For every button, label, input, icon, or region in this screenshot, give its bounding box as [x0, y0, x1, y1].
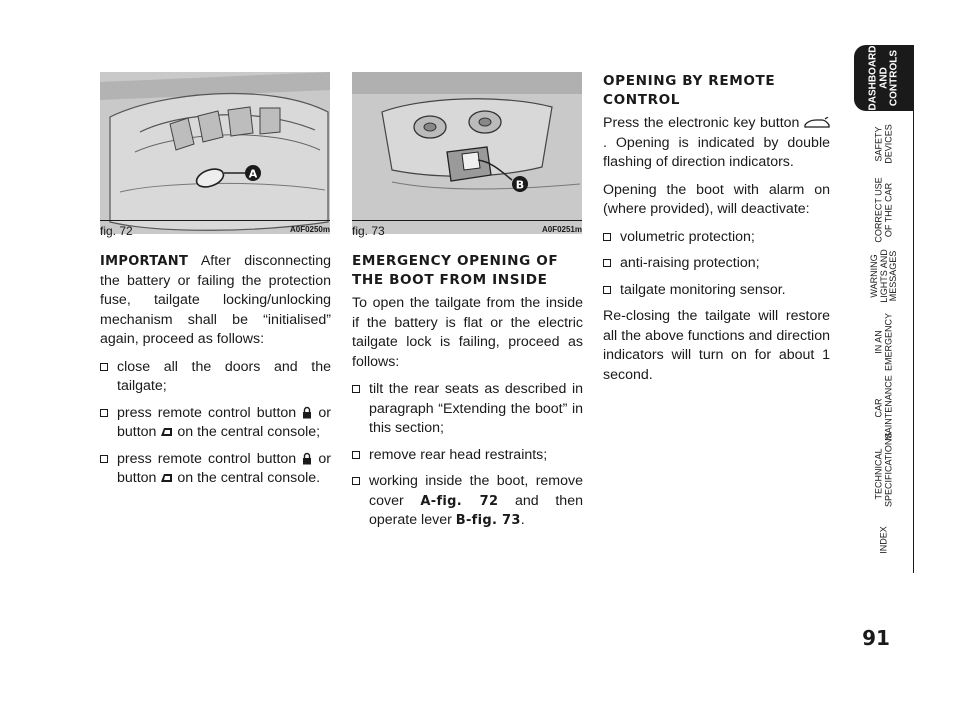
list-item-text: or button: [117, 404, 332, 440]
checkbox-bullet-icon: [603, 233, 611, 241]
list-item-text: .: [520, 512, 525, 528]
tailgate-lever-illustration: [352, 72, 582, 234]
paragraph: Re-closing the tailgate will restore all the above functions and direction indicators will turn on for about 1 second.: [603, 308, 830, 383]
figure-reference: A-fig. 72: [420, 493, 499, 509]
list-item-text: and then operate lever: [369, 492, 583, 528]
list-item-text: working inside the boot, remove cover: [369, 473, 583, 509]
section-heading: OPENING BY REMOTE CONTROL: [603, 73, 776, 108]
checkbox-bullet-icon: [100, 363, 108, 371]
figure-72-caption: [100, 220, 330, 241]
tab-car-maintenance[interactable]: [854, 375, 914, 441]
list-item-text: remove rear head restraints;: [369, 446, 548, 463]
checkbox-bullet-icon: [352, 477, 360, 485]
tab-warning-lights[interactable]: [854, 243, 914, 309]
car-key-icon: [804, 117, 830, 129]
important-label: IMPORTANT: [100, 254, 189, 269]
list-item: [352, 472, 583, 531]
tab-label: SAFETY DEVICES: [873, 124, 893, 164]
paragraph: [603, 114, 830, 173]
checkbox-bullet-icon: [603, 286, 611, 294]
tab-technical-specifications[interactable]: [854, 432, 914, 507]
list-item-text: or button: [117, 450, 332, 486]
list-item-text: press remote control button: [117, 404, 297, 421]
checkbox-bullet-icon: [603, 259, 611, 267]
paragraph: Opening the boot with alarm on (where provided), will deactivate:: [603, 181, 830, 217]
padlock-icon: [302, 452, 312, 465]
checkbox-bullet-icon: [100, 455, 108, 463]
tailgate-icon: [160, 426, 173, 438]
tab-safety-devices[interactable]: [854, 111, 914, 177]
section-heading: EMERGENCY OPENING OF THE BOOT FROM INSIDE: [352, 253, 559, 288]
figure-code: A0F0251m: [541, 225, 582, 234]
figure-72-image: [100, 72, 330, 234]
column-2: [352, 252, 583, 538]
tab-label: WARNING LIGHTS AND MESSAGES: [868, 249, 898, 303]
tab-label: IN AN EMERGENCY: [873, 313, 893, 372]
tailgate-icon: [160, 472, 173, 484]
tab-label: CAR MAINTENANCE: [873, 375, 893, 441]
tab-label: DASHBOARD AND CONTROLS: [867, 45, 900, 111]
paragraph-text: Press the electronic key button: [603, 115, 800, 131]
list-item-text: press remote control button: [117, 450, 297, 467]
list-item-text: volumetric protection;: [620, 228, 755, 245]
list-item-text: tilt the rear seats as described in paragraph “Extending the boot” in this section;: [369, 381, 583, 436]
tab-in-an-emergency[interactable]: [854, 309, 914, 375]
list-item-text: on the central console;: [177, 424, 321, 440]
list-item-text: on the central console.: [177, 470, 321, 486]
page-number: 91: [862, 626, 890, 650]
list-item: [100, 358, 331, 397]
intro-paragraph: To open the tailgate from the inside if the battery is flat or the electric tailgate lock is failing, proceed as follows:: [352, 295, 583, 370]
figure-code: A0F0250m: [289, 225, 330, 234]
tab-index[interactable]: [854, 507, 914, 573]
paragraph-text: . Opening is indicated by double flashing of direction indicators.: [603, 134, 830, 170]
list-item-text: anti-raising protection;: [620, 255, 760, 271]
list-item: [603, 228, 830, 248]
important-note: [100, 252, 331, 350]
figure-73-image: [352, 72, 582, 234]
list-item-text: tailgate monitoring sensor.: [620, 281, 786, 298]
checkbox-bullet-icon: [352, 385, 360, 393]
tab-label: CORRECT USE OF THE CAR: [873, 177, 893, 243]
tab-correct-use[interactable]: [854, 177, 914, 243]
tab-label: TECHNICAL SPECIFICATIONS: [873, 432, 893, 507]
figure-73-caption: [352, 220, 582, 241]
checkbox-bullet-icon: [100, 409, 108, 417]
marker-a-label: A: [248, 167, 258, 181]
list-item: [100, 404, 331, 443]
column-3: [603, 72, 830, 393]
list-item-text: close all the doors and the tailgate;: [117, 358, 331, 394]
column-1: [100, 252, 331, 496]
important-text: After disconnecting the battery or failing the protection fuse, tailgate locking/unlocking mechanism shall be “initialised” again, proceed as follows:: [100, 253, 331, 347]
tab-dashboard-and-controls[interactable]: [854, 45, 914, 111]
figure-reference: B-fig. 73: [455, 513, 521, 528]
list-item: [603, 254, 830, 274]
list-item: [352, 380, 583, 439]
checkbox-bullet-icon: [352, 451, 360, 459]
marker-b-label: B: [515, 178, 525, 192]
figure-number: fig. 73: [352, 224, 385, 238]
list-item: [603, 281, 830, 301]
list-item: [352, 446, 583, 466]
list-item: [100, 450, 331, 489]
padlock-icon: [302, 406, 312, 419]
boot-cover-illustration: [100, 72, 330, 234]
tab-label: INDEX: [877, 526, 888, 554]
figure-number: fig. 72: [100, 224, 133, 238]
